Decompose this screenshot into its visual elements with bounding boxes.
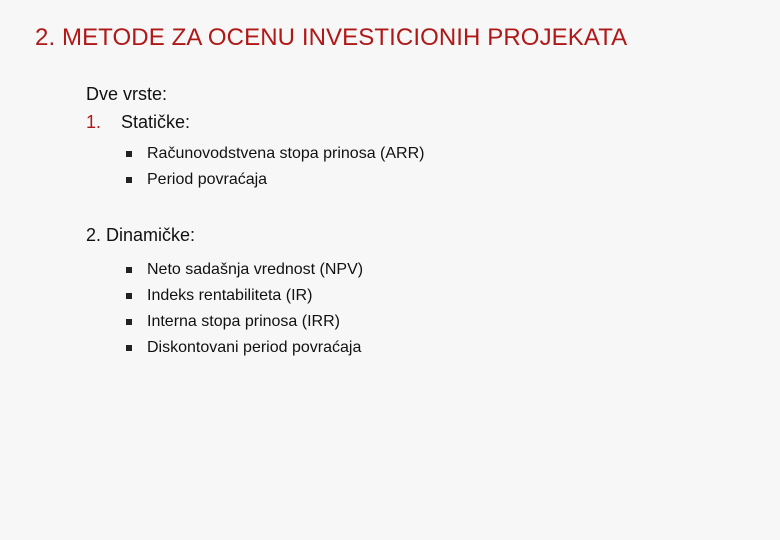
list-item — [126, 335, 726, 361]
square-bullet-icon — [126, 319, 132, 325]
slide-title: 2. METODE ZA OCENU INVESTICIONIH PROJEKATA — [35, 24, 628, 51]
list-item — [126, 309, 726, 335]
static-label: Statičke: — [121, 112, 191, 132]
square-bullet-icon — [126, 267, 132, 273]
slide-content — [86, 80, 726, 361]
list-item — [126, 283, 726, 309]
static-methods-list — [86, 141, 726, 193]
list-item — [126, 141, 726, 167]
dynamic-methods-list — [86, 257, 726, 361]
static-methods-heading — [86, 108, 726, 136]
list-item-label: Računovodstvena stopa prinosa (ARR) — [147, 145, 425, 162]
intro-text: Dve vrste: — [86, 84, 168, 104]
list-item — [126, 167, 726, 193]
list-item-label: Neto sadašnja vrednost (NPV) — [147, 261, 364, 278]
dynamic-methods-heading: 2. Dinamičke: — [86, 225, 196, 245]
square-bullet-icon — [126, 345, 132, 351]
list-item-label: Indeks rentabiliteta (IR) — [147, 287, 313, 304]
list-item-label: Diskontovani period povraćaja — [147, 339, 362, 356]
square-bullet-icon — [126, 151, 132, 157]
list-item — [126, 257, 726, 283]
list-item-label: Period povraćaja — [147, 171, 268, 188]
list-item-label: Interna stopa prinosa (IRR) — [147, 313, 340, 330]
square-bullet-icon — [126, 293, 132, 299]
static-number: 1. — [86, 112, 102, 132]
square-bullet-icon — [126, 177, 132, 183]
